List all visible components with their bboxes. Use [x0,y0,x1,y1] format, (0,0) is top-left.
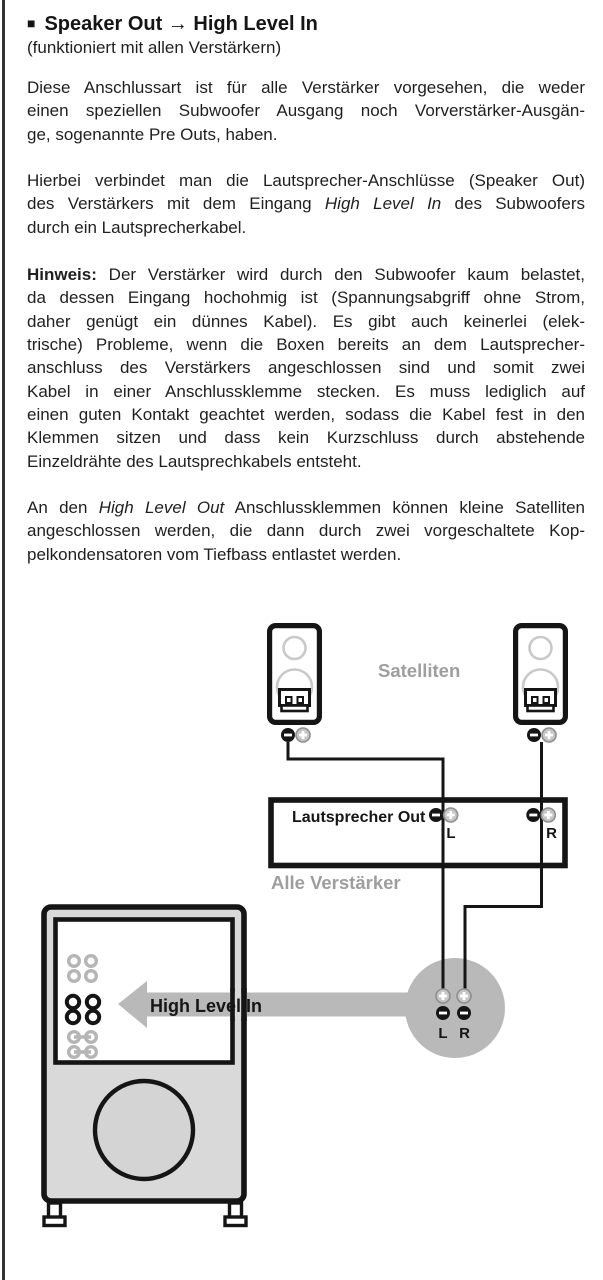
plus-terminal-icon [457,989,471,1003]
text-run: des Verstärkers mit dem Eingang [27,194,325,214]
amp-caption: Alle Verstärker [271,872,401,893]
amp-channel-left-label: L [446,825,456,842]
plus-terminal-icon [436,989,450,1003]
subwoofer-foot-left [44,1203,65,1226]
minus-terminal-icon [281,728,295,742]
text-run: anschluss des Verstärkers angeschlossen sind und somit zwei [27,358,585,378]
text-run: Hierbei verbindet man die Lautsprecher-Anschlüsse (Speaker Out) [27,171,585,190]
amp-output-label: Lautsprecher Out [292,809,426,826]
text-run: einen speziellen Subwoofer Ausgang noch Vorverstärker-Ausgän- [27,101,585,121]
text-run: Der Verstärker wird durch den Subwoofer kaum belastet, [96,265,585,284]
woofer-driver [95,1081,193,1179]
text-run: des Subwoofers [441,194,585,214]
subwoofer-input-label: High Level In [150,996,263,1016]
text-run: An den [27,498,99,517]
satellite-speaker-left [270,626,320,723]
text-run: ge, sogenannte Pre Outs, haben. [27,124,278,144]
bullet-square-icon: ■ [27,15,36,31]
subwoofer-box [44,907,246,1226]
amp-channel-right-label: R [546,825,557,842]
minus-terminal-icon [526,808,540,822]
text-run: trische) Probleme, wenn die Boxen bereits an dem Lautsprecher- [27,334,585,354]
minus-terminal-icon [457,1006,471,1020]
text-run: einen guten Kontakt geachtet werden, sodass die Kabel fest in den [27,404,585,424]
plus-terminal-icon [296,728,310,742]
text-run: High Level In [324,194,442,214]
minus-terminal-icon [429,808,443,822]
text-run: Einzeldrähte des Lautsprechkabels entsteht. [27,451,362,471]
plus-terminal-icon [444,808,458,822]
plus-terminal-icon [542,728,556,742]
hub-channel-right-label: R [459,1025,470,1042]
minus-terminal-icon [436,1006,450,1020]
text-run: Kabel in einer Anschlussklemme stecken. Es muss lediglich auf [27,381,585,401]
section-title-text: Speaker Out → High Level In [44,13,318,35]
satellite-cabinet [516,626,566,723]
text-run: da dessen Eingang hochohmig ist (Spannungsabgriff ohne Strom, [27,288,585,308]
subwoofer-foot-right [225,1203,246,1226]
text-run: daher genügt ein dünnes Kabel). Es gibt auch keinerlei (elek- [27,311,585,331]
text-run: angeschlossen werden, die dann durch zwei vorgeschaltete Kop- [27,521,585,541]
minus-terminal-icon [527,728,541,742]
section-subtitle: (funktioniert mit allen Verstärkern) [27,38,282,57]
satellite-speaker-right [516,626,566,723]
text-run: Klemmen sitzen und dass kein Kurzschluss durch abstehende [27,428,585,448]
text-run: High Level Out [98,498,225,517]
text-run: durch ein Lautsprecherkabel. [27,217,247,237]
text-run: pelkondensatoren vom Tiefbass entlastet werden. [27,544,402,564]
text-run: Anschlussklemmen können kleine Satelliten [224,498,586,517]
satellites-label: Satelliten [378,660,461,681]
text-run: Hinweis: [27,265,97,284]
satellite-cabinet [270,626,320,723]
cable-hub-circle [405,958,505,1058]
text-run: Diese Anschlussart ist für alle Verstärker vorgesehen, die weder [27,78,585,97]
hub-channel-left-label: L [438,1025,448,1042]
plus-terminal-icon [541,808,555,822]
